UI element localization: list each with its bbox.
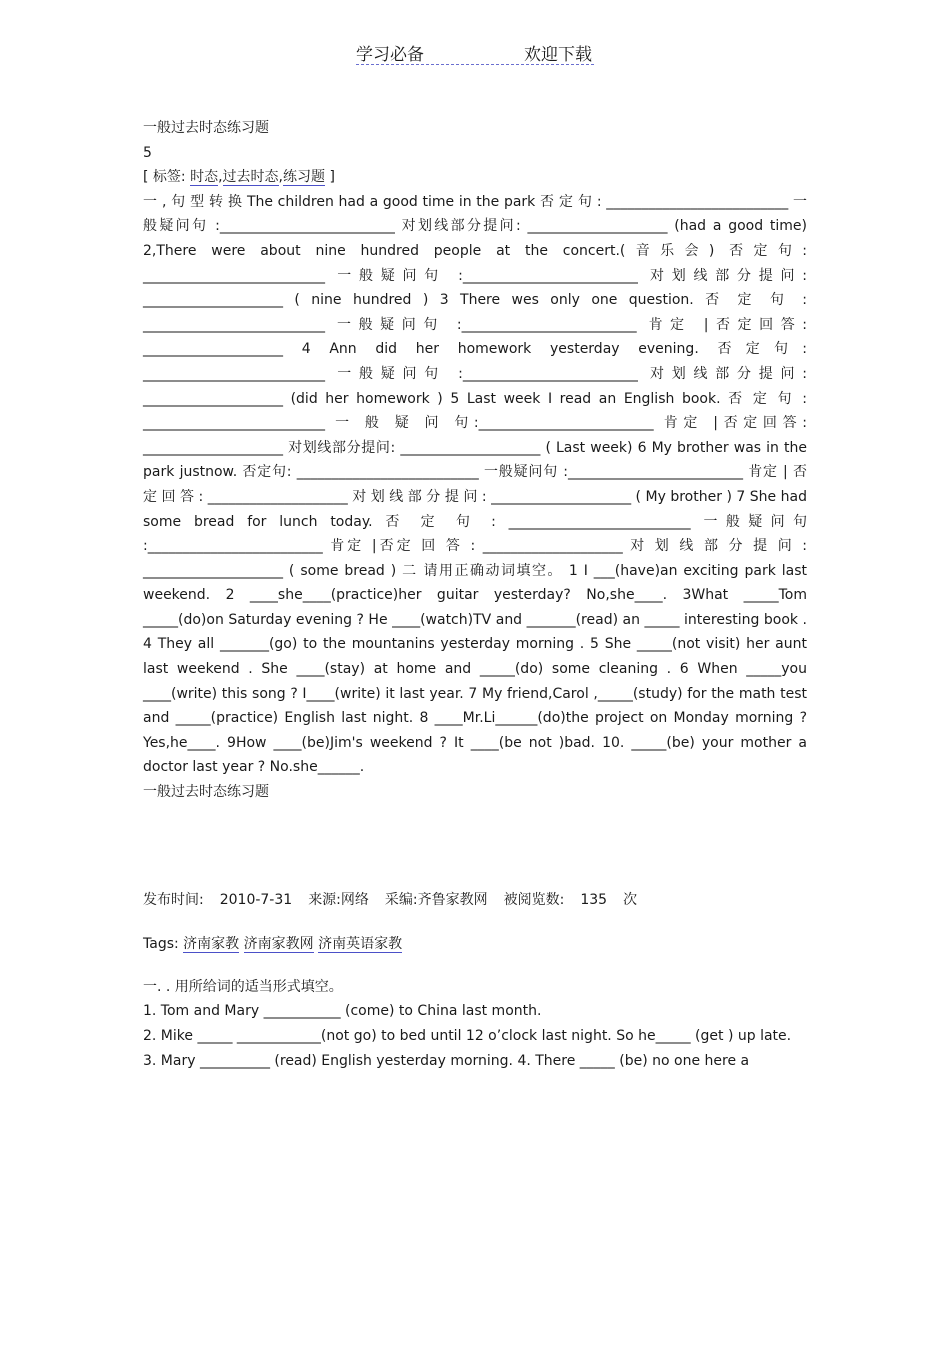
publish-date: 2010-7-31 (219, 891, 293, 908)
tags-label: Tags: (143, 936, 179, 953)
question-2 (143, 1024, 807, 1049)
question-1: 1. Tom and Mary ___________ (come) to China last month. (143, 1003, 542, 1020)
editor-text: 采编:齐鲁家教网 (384, 891, 488, 908)
document-title-repeat: 一般过去时态练习题 (143, 784, 269, 801)
document-title: 一般过去时态练习题 (143, 120, 269, 136)
header-right-text: 欢迎下载 (524, 45, 592, 65)
tag-jinan-tutor-site[interactable]: 济南家教网 (243, 936, 314, 953)
header-left-text: 学习必备 (356, 45, 424, 65)
question-3-4: 3. Mary __________ (read) English yesterday morning. 4. There _____ (be) no one here a (143, 1052, 750, 1069)
tag-suffix: ] (329, 169, 335, 186)
document-body (143, 116, 807, 1073)
views-count: 135 (580, 891, 608, 908)
tag-prefix: [ 标签: (143, 169, 186, 186)
page-header (356, 40, 594, 65)
views-unit: 次 (623, 891, 638, 908)
tags-line (143, 932, 807, 957)
section-heading: 一. . 用所给词的适当形式填空。 (143, 978, 343, 995)
document-number: 5 (143, 144, 152, 161)
tag-link-past-tense[interactable]: 过去时态 (222, 169, 279, 186)
tag-link-exercises[interactable]: 练习题 (283, 169, 325, 186)
question-2-part-a: 2. Mike _____ ____________(not go) to bed until 12 o’clock last night. (143, 1028, 612, 1044)
question-2-part-b: So he_____ (get ) up late. (616, 1028, 792, 1044)
article-meta (143, 888, 807, 913)
views-label: 被阅览数: (503, 891, 565, 908)
exercise-paragraph: 一 , 句 型 转 换 The children had a good time in the park 否 定 句 : __________________________ 一般疑问句 :_________________________ 对划线部分提问: ____________________ (had a good time) 2,There were about nine hundred people at the concert.(音乐会) 否定句: __________________________ 一般疑问句 :_________________________ 对划线部分提问: ____________________ ( nine hundred ) 3 There wes only one question. 否 定 句 : __________________________ 一般疑问句 :_________________________ 肯定 |否定回答: ____________________ 4 Ann did her homework yesterday evening. 否定句: __________________________ 一般疑问句 :_________________________ 对划线部分提问: ____________________ (did her homework ) 5 Last week I read an English book. 否 定 句 : __________________________ 一 般 疑 问 句:_________________________ 肯定 |否定回答: ____________________ 对划线部分提问: ____________________ ( Last week) 6 My brother was in the park justnow. 否定句: __________________________ 一般疑问句 :_________________________ 肯定 | 否 定 回 答 : ____________________ 对 划 线 部 分 提 问 : ____________________ ( My brother ) 7 She had some bread for lunch today. 否 定 句 : __________________________ 一般疑问句 :_________________________ 肯定 |否定 回 答 : ____________________ 对 划 线 部 分 提 问 : ____________________ ( some bread ) 二 请用正确动词填空。 1 I ___(have)an exciting park last weekend. 2 ____she____(practice)her guitar yesterday? No,she____. 3What _____Tom _____(do)on Saturday evening ? He ____(watch)TV and _______(read) an _____ interesting book . 4 They all _______(go) to the mountanins yesterday morning . 5 She _____(not visit) her aunt last weekend . She ____(stay) at home and _____(do) some cleaning . 6 When _____you ____(write) this song ? I____(write) it last year. 7 My friend,Carol ,_____(study) for the math test and _____(practice) English last night. 8 ____Mr.Li______(do)the project on Monday morning ? Yes,he____. 9How ____(be)Jim's weekend ? It ____(be not )bad. 10. _____(be) your mother a doctor last year ? No.she______. (143, 193, 807, 776)
tag-jinan-english-tutor[interactable]: 济南英语家教 (318, 936, 403, 953)
publish-label: 发布时间: (143, 891, 204, 908)
source-text: 来源:网络 (308, 891, 369, 908)
tag-jinan-tutor[interactable]: 济南家教 (183, 936, 240, 953)
tag-line: [ 标签: 时态,过去时态,练习题 ] (143, 169, 335, 186)
tag-link-tense[interactable]: 时态 (190, 169, 219, 186)
